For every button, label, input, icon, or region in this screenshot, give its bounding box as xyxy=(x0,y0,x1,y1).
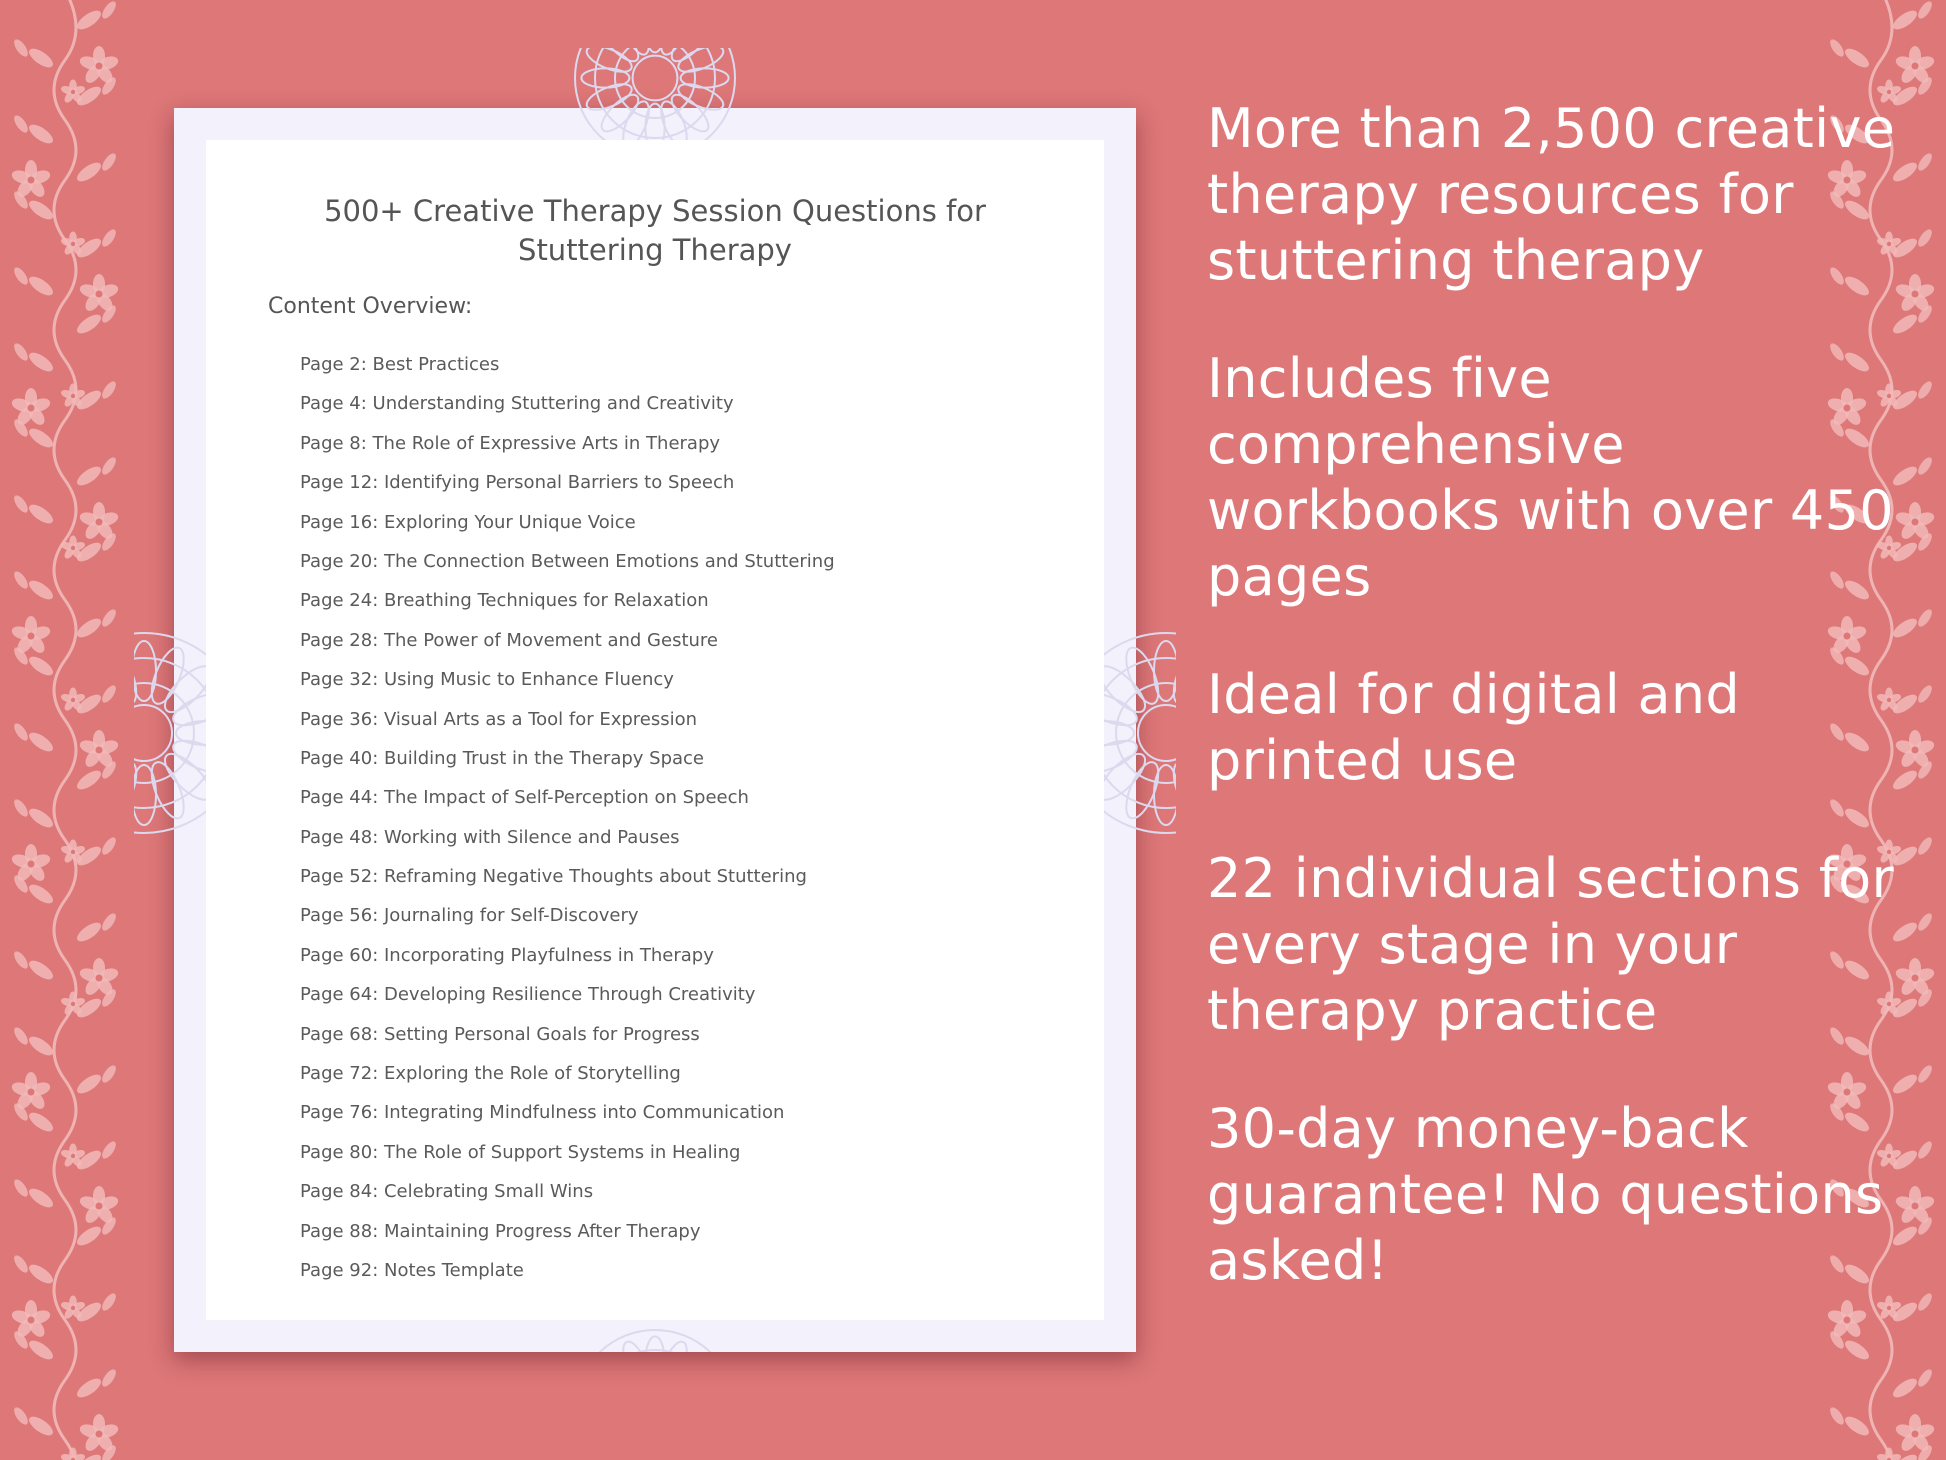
toc-item: Page 60: Incorporating Playfulness in Therapy xyxy=(300,944,714,966)
toc-item: Page 2: Best Practices xyxy=(300,354,500,375)
toc-item: Page 68: Setting Personal Goals for Progress xyxy=(300,1023,700,1045)
toc-item: Page 4: Understanding Stuttering and Creativity xyxy=(300,393,734,415)
toc-item: Page 92: Notes Template xyxy=(300,1259,524,1281)
document-preview xyxy=(174,108,1136,1352)
content-overview-label: Content Overview: xyxy=(268,294,473,319)
feature-digital-print: Ideal for digital and printed use xyxy=(1207,663,1740,792)
toc-item: Page 72: Exploring the Role of Storytelling xyxy=(300,1063,681,1085)
toc-item: Page 20: The Connection Between Emotions and Stuttering xyxy=(300,550,835,572)
mandala-ornament-left xyxy=(134,608,206,858)
mandala-ornament-top xyxy=(505,48,805,140)
toc-item: Page 32: Using Music to Enhance Fluency xyxy=(300,669,674,691)
toc-item: Page 56: Journaling for Self-Discovery xyxy=(300,905,639,927)
table-of-contents xyxy=(300,345,835,1290)
toc-item: Page 84: Celebrating Small Wins xyxy=(300,1181,594,1203)
feature-guarantee: 30-day money-back guarantee! No questions asked! xyxy=(1207,1097,1884,1292)
toc-item: Page 48: Working with Silence and Pauses xyxy=(300,826,680,848)
toc-item: Page 36: Visual Arts as a Tool for Expression xyxy=(300,708,698,730)
floral-vine-left xyxy=(0,0,130,1460)
toc-item: Page 12: Identifying Personal Barriers to Speech xyxy=(300,472,735,494)
document-page xyxy=(206,140,1104,1320)
mandala-ornament-bottom xyxy=(505,1320,805,1352)
toc-item: Page 80: The Role of Support Systems in Healing xyxy=(300,1141,741,1163)
toc-item: Page 76: Integrating Mindfulness into Communication xyxy=(300,1102,785,1124)
toc-item: Page 44: The Impact of Self-Perception on Speech xyxy=(300,787,749,809)
toc-item: Page 16: Exploring Your Unique Voice xyxy=(300,511,636,533)
feature-resources-count: More than 2,500 creative therapy resources for stuttering therapy xyxy=(1207,97,1896,292)
toc-item: Page 52: Reframing Negative Thoughts about Stuttering xyxy=(300,866,807,888)
document-title: 500+ Creative Therapy Session Questions for Stuttering Therapy xyxy=(324,194,986,267)
toc-item: Page 28: The Power of Movement and Gesture xyxy=(300,629,718,651)
feature-sections: 22 individual sections for every stage in your therapy practice xyxy=(1207,847,1894,1042)
feature-workbooks: Includes five comprehensive workbooks with over 450 pages xyxy=(1207,347,1894,608)
mandala-ornament-right xyxy=(1104,608,1176,858)
feature-list xyxy=(1207,96,1927,1346)
toc-item: Page 24: Breathing Techniques for Relaxation xyxy=(300,590,709,612)
toc-item: Page 8: The Role of Expressive Arts in Therapy xyxy=(300,432,721,454)
toc-item: Page 88: Maintaining Progress After Therapy xyxy=(300,1220,701,1242)
toc-item: Page 40: Building Trust in the Therapy Space xyxy=(300,747,704,769)
toc-item: Page 64: Developing Resilience Through Creativity xyxy=(300,984,756,1006)
